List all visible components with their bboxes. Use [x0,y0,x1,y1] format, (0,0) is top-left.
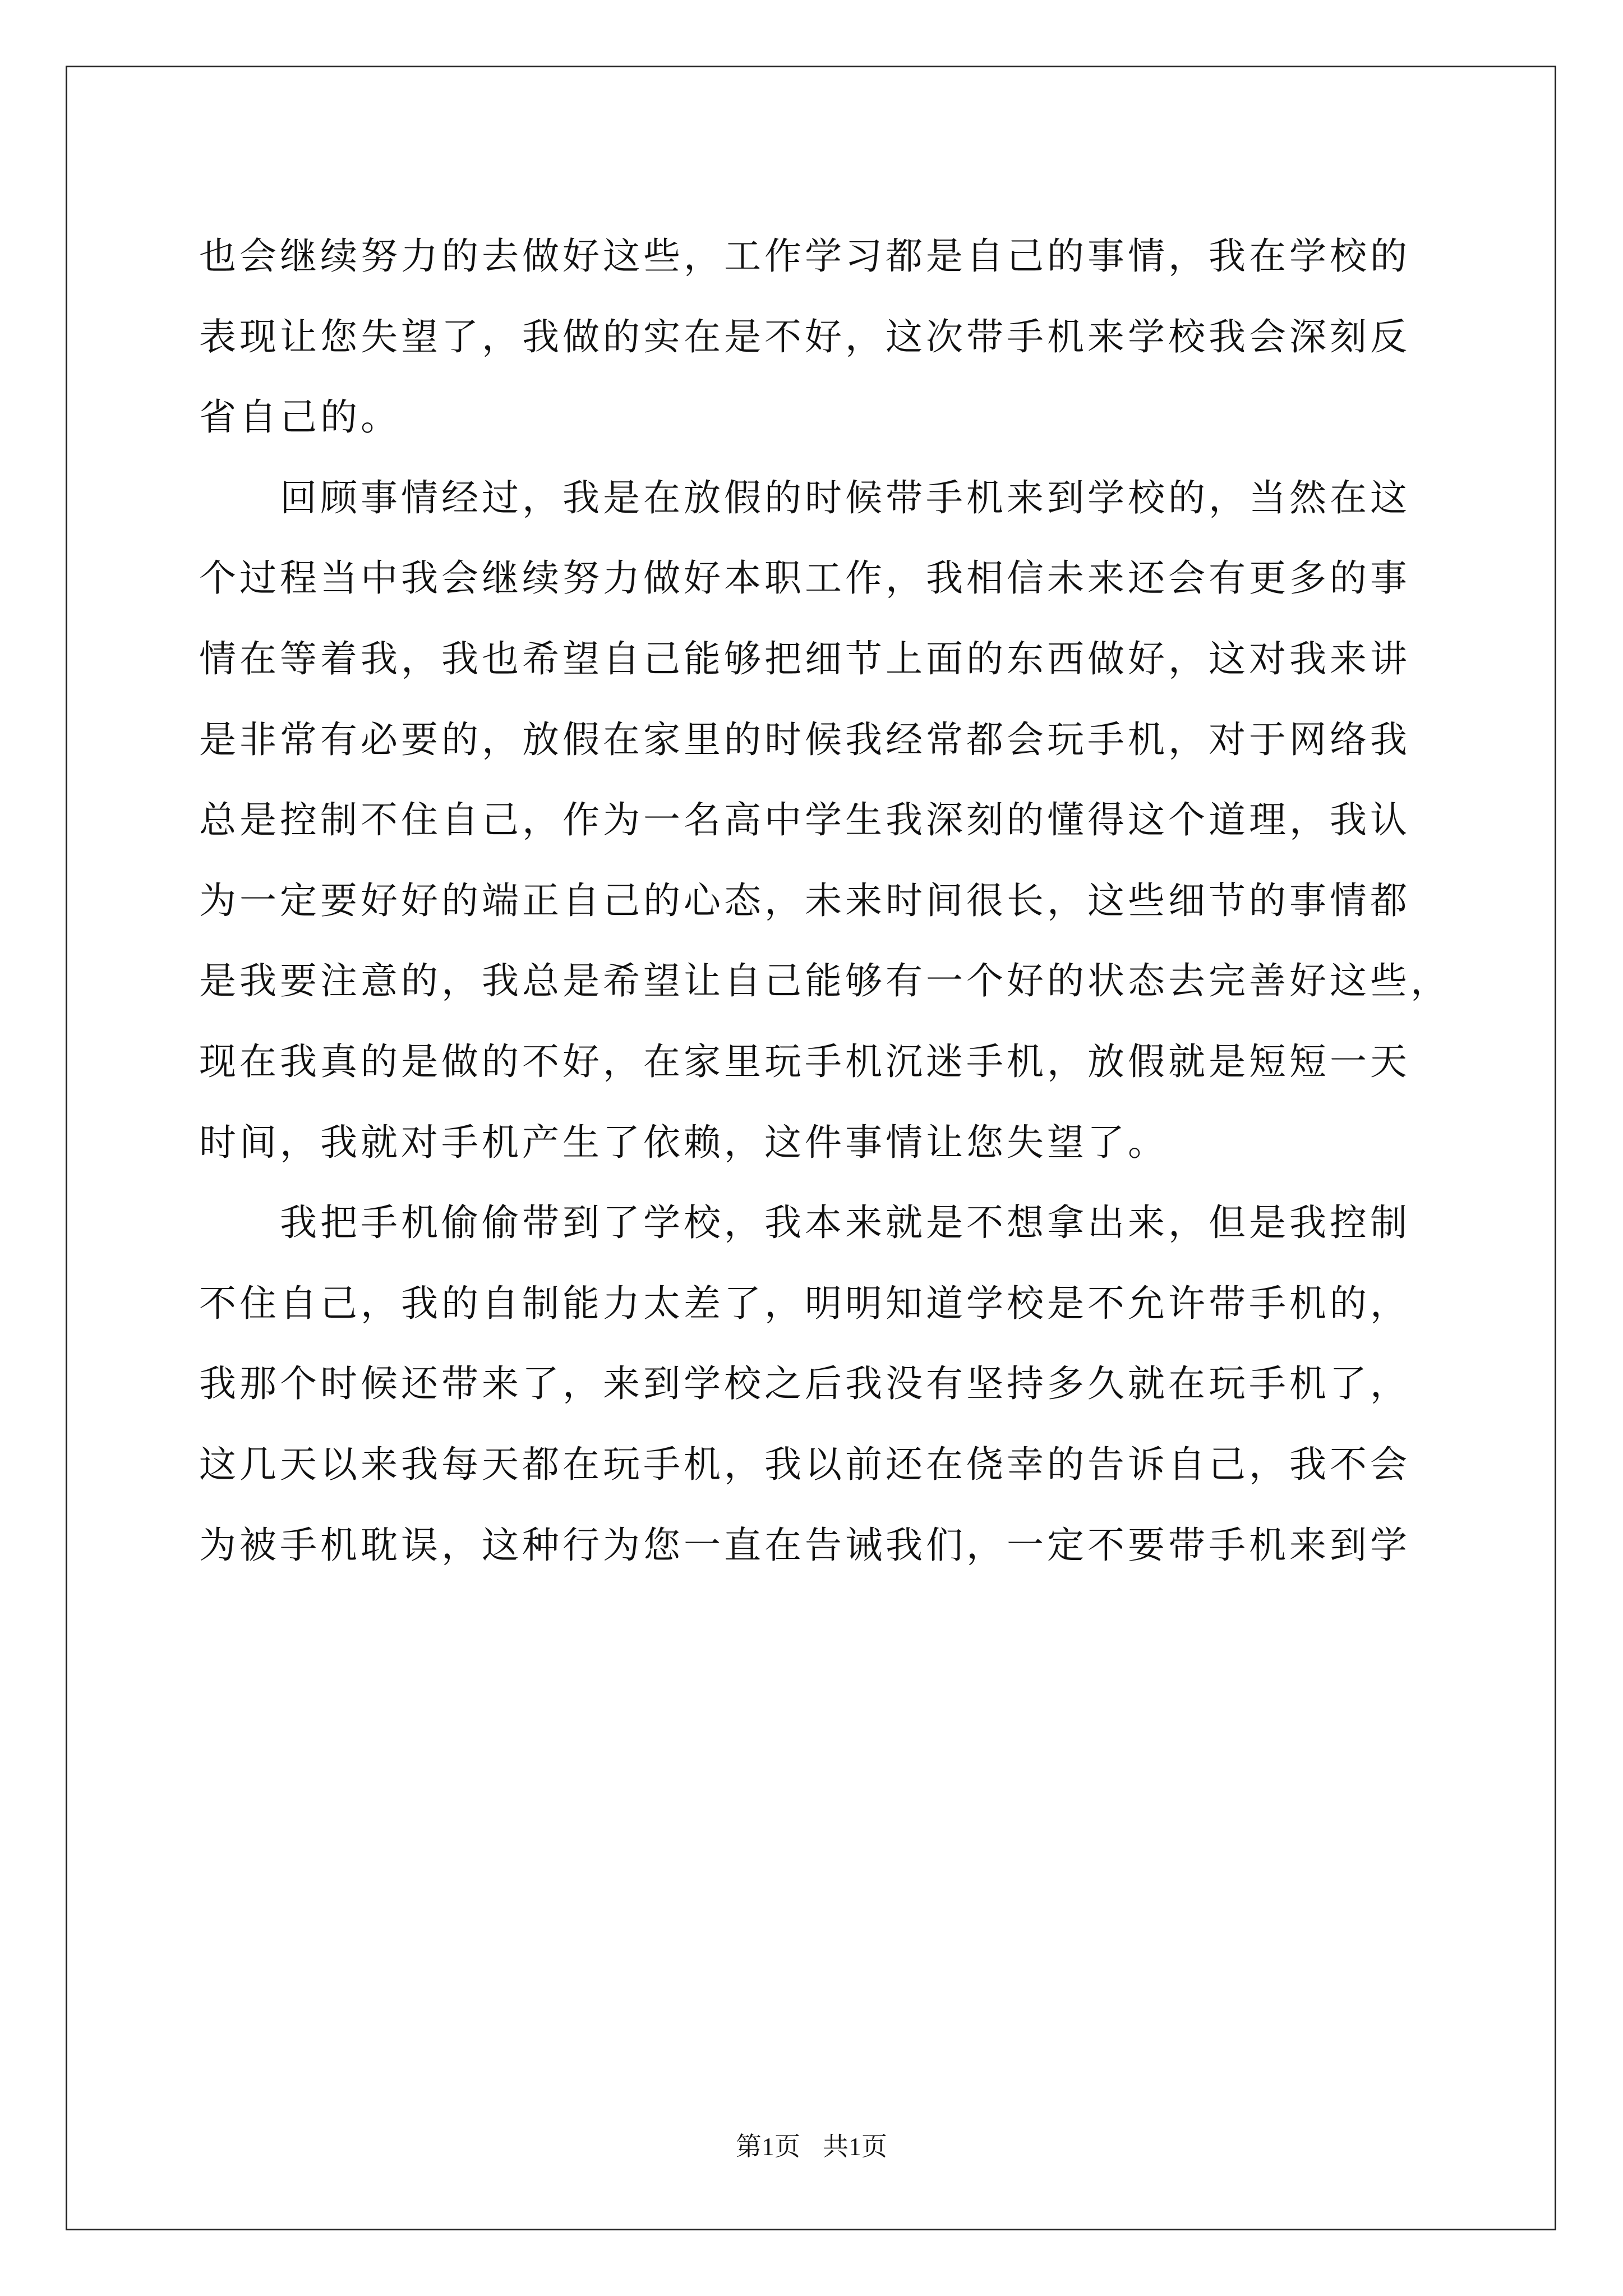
text-line: 情在等着我，我也希望自己能够把细节上面的东西做好，这对我来讲 [199,637,1410,680]
page-footer [0,2126,1623,2163]
current-page-label: 第1页 [736,2132,800,2161]
text-line: 是非常有必要的，放假在家里的时候我经常都会玩手机，对于网络我 [199,717,1410,761]
text-line: 这几天以来我每天都在玩手机，我以前还在侥幸的告诉自己，我不会 [199,1442,1410,1486]
text-line: 也会继续努力的去做好这些，工作学习都是自己的事情，我在学校的 [199,234,1410,278]
text-line: 回顾事情经过，我是在放假的时候带手机来到学校的，当然在这 [199,476,1410,519]
text-line: 总是控制不住自己，作为一名高中学生我深刻的懂得这个道理，我认 [199,798,1410,842]
text-line: 为一定要好好的端正自己的心态，未来时间很长，这些细节的事情都 [199,878,1410,922]
text-line: 表现让您失望了，我做的实在是不好，这次带手机来学校我会深刻反 [199,315,1410,358]
text-line: 时间，我就对手机产生了依赖，这件事情让您失望了。 [199,1120,1168,1164]
text-line: 个过程当中我会继续努力做好本职工作，我相信未来还会有更多的事 [199,556,1410,600]
text-line: 我把手机偷偷带到了学校，我本来就是不想拿出来，但是我控制 [199,1201,1410,1245]
text-line: 现在我真的是做的不好，在家里玩手机沉迷手机，放假就是短短一天 [199,1039,1410,1083]
text-line: 是我要注意的，我总是希望让自己能够有一个好的状态去完善好这些， [199,959,1451,1003]
document-body [199,216,1451,1585]
text-line: 我那个时候还带来了，来到学校之后我没有坚持多久就在玩手机了， [199,1362,1410,1406]
text-line: 不住自己，我的自制能力太差了，明明知道学校是不允许带手机的， [199,1281,1410,1325]
text-line: 省自己的。 [199,395,401,439]
text-line: 为被手机耽误，这种行为您一直在告诫我们，一定不要带手机来到学 [199,1523,1410,1567]
total-pages-label: 共1页 [823,2132,887,2161]
